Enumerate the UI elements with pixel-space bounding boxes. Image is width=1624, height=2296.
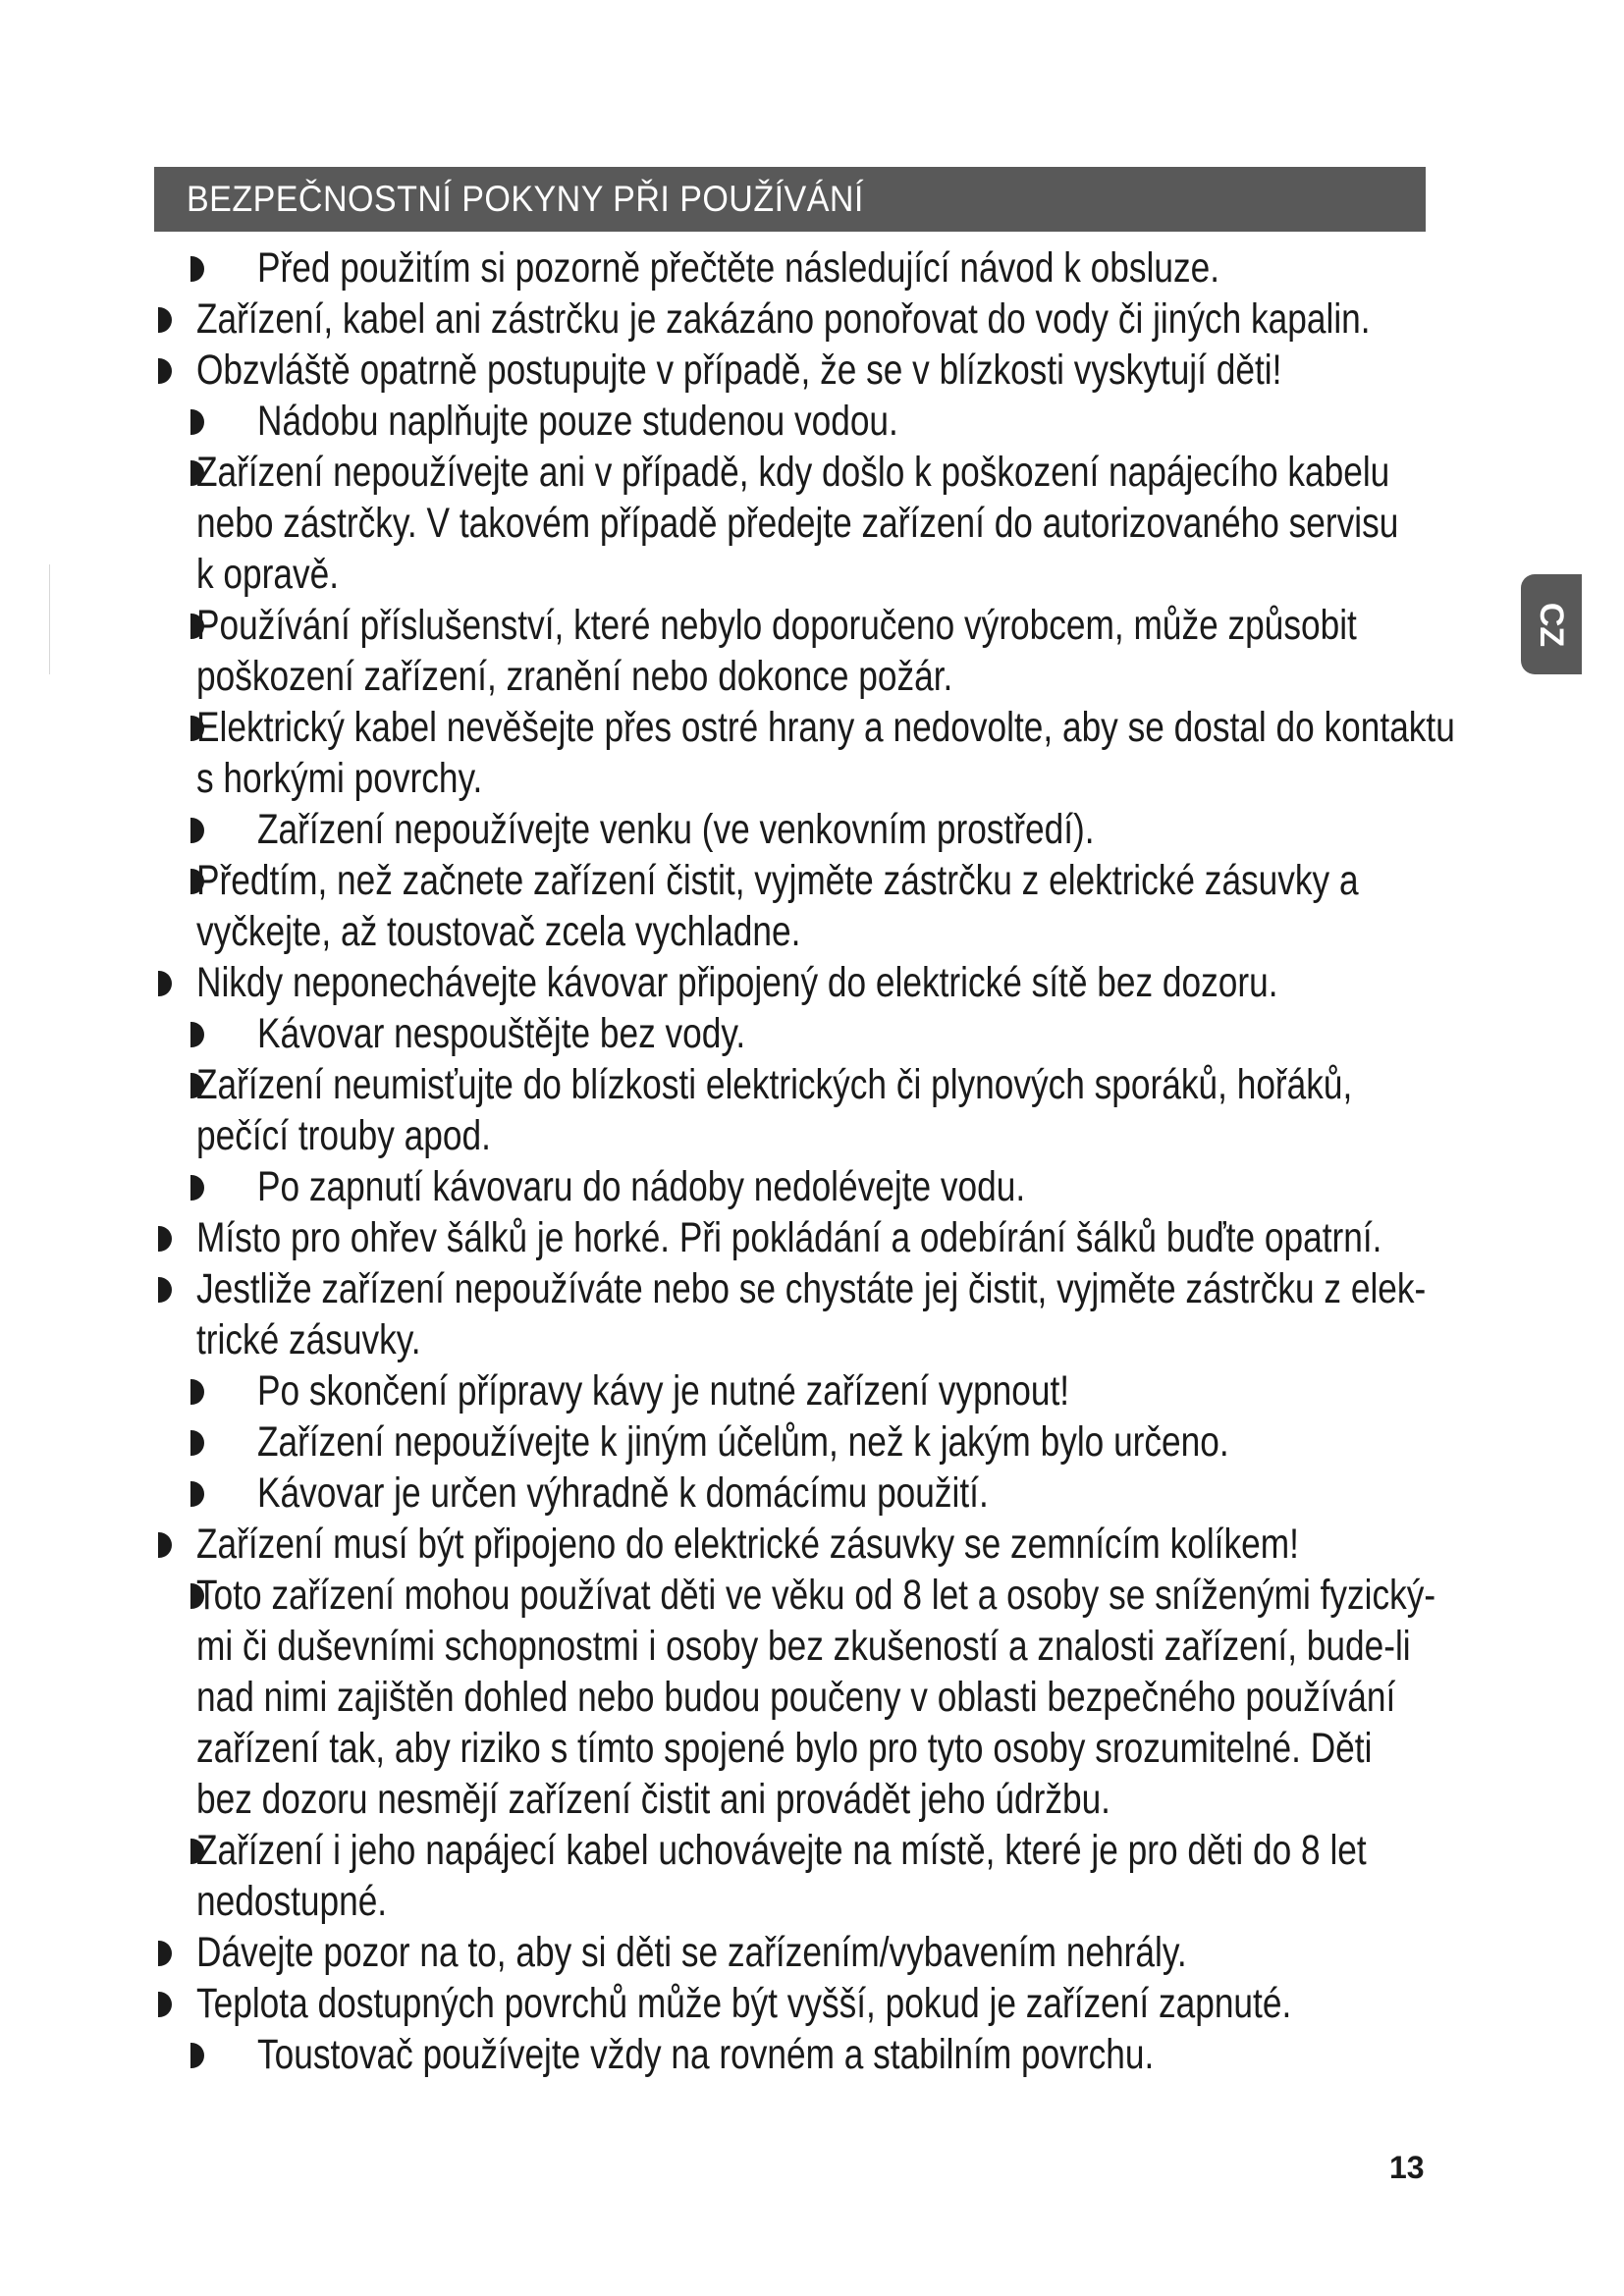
- list-item: [0, 855, 1624, 957]
- list-item: [0, 2029, 1624, 2080]
- list-item-text-line: Nádobu naplňujte pouze studenou vodou.: [257, 398, 898, 445]
- list-item-text-line: Teplota dostupných povrchů může být vyšší, pokud je zařízení zapnuté.: [196, 1980, 1292, 2027]
- bullet-marker-icon: [190, 1430, 204, 1456]
- bullet-marker-icon: [158, 1992, 172, 2017]
- list-item-text-line: k opravě.: [196, 551, 340, 598]
- bullet-marker-icon: [158, 307, 172, 333]
- list-item-text-line: Před použitím si pozorně přečtěte následující návod k obsluze.: [257, 244, 1220, 292]
- bullet-marker-icon: [190, 1379, 204, 1405]
- list-item: [0, 1059, 1624, 1161]
- list-item-text-line: Nikdy neponechávejte kávovar připojený do elektrické sítě bez dozoru.: [196, 959, 1278, 1006]
- list-item-text-line: zařízení tak, aby riziko s tímto spojené bylo pro tyto osoby srozumitelné. Děti: [196, 1725, 1373, 1772]
- page-number: 13: [1389, 2150, 1425, 2185]
- list-item-text-line: Zařízení neumisťujte do blízkosti elektrických či plynových sporáků, hořáků,: [196, 1061, 1353, 1108]
- list-item-text-line: Zařízení nepoužívejte venku (ve venkovním prostředí).: [257, 806, 1095, 853]
- list-item: [0, 1212, 1624, 1263]
- bullet-marker-icon: [158, 971, 172, 996]
- list-item: [0, 1570, 1624, 1825]
- bullet-marker-icon: [158, 1277, 172, 1303]
- section-title: BEZPEČNOSTNÍ POKYNY PŘI POUŽÍVÁNÍ: [187, 179, 864, 219]
- list-item-text-line: Dávejte pozor na to, aby si děti se zařízením/vybavením nehrály.: [196, 1929, 1187, 1976]
- list-item: [0, 1416, 1624, 1468]
- safety-instructions-list: [0, 242, 1624, 2080]
- list-item: [0, 1161, 1624, 1212]
- bullet-marker-icon: [190, 818, 204, 843]
- list-item-text-line: Zařízení i jeho napájecí kabel uchovávejte na místě, které je pro děti do 8 let: [196, 1827, 1367, 1874]
- list-item: [0, 396, 1624, 447]
- bullet-marker-icon: [190, 409, 204, 435]
- list-item: [0, 1263, 1624, 1365]
- list-item: [0, 957, 1624, 1008]
- list-item: [0, 702, 1624, 804]
- list-item-text-line: Kávovar nespouštějte bez vody.: [257, 1010, 746, 1057]
- bullet-marker-icon: [158, 1941, 172, 1966]
- list-item: [0, 1978, 1624, 2029]
- list-item-text-line: Zařízení, kabel ani zástrčku je zakázáno ponořovat do vody či jiných kapalin.: [196, 295, 1371, 343]
- list-item-text-line: Obzvláště opatrně postupujte v případě, že se v blízkosti vyskytují děti!: [196, 347, 1282, 394]
- list-item-text-line: nad nimi zajištěn dohled nebo budou poučeny v oblasti bezpečného používání: [196, 1674, 1396, 1721]
- bullet-marker-icon: [190, 2043, 204, 2068]
- list-item-text-line: s horkými povrchy.: [196, 755, 483, 802]
- list-item-text-line: mi či duševními schopnostmi i osoby bez zkušeností a znalosti zařízení, bude-li: [196, 1623, 1411, 1670]
- list-item: [0, 345, 1624, 396]
- list-item-text-line: Zařízení nepoužívejte k jiným účelům, než k jakým bylo určeno.: [257, 1418, 1229, 1466]
- language-tab-label: CZ: [1533, 602, 1571, 647]
- list-item: [0, 1365, 1624, 1416]
- list-item-text-line: Jestliže zařízení nepoužíváte nebo se chystáte jej čistit, vyjměte zástrčku z elek-: [196, 1265, 1427, 1312]
- list-item-text-line: Po skončení přípravy kávy je nutné zařízení vypnout!: [257, 1367, 1070, 1415]
- list-item-text-line: Po zapnutí kávovaru do nádoby nedolévejte vodu.: [257, 1163, 1026, 1210]
- list-item: [0, 294, 1624, 345]
- list-item: [0, 1927, 1624, 1978]
- list-item-text-line: Používání příslušenství, které nebylo doporučeno výrobcem, může způsobit: [196, 602, 1357, 649]
- list-item-text-line: nedostupné.: [196, 1878, 388, 1925]
- list-item-text-line: Předtím, než začnete zařízení čistit, vyjměte zástrčku z elektrické zásuvky a: [196, 857, 1359, 904]
- list-item-text-line: nebo zástrčky. V takovém případě předejte zařízení do autorizovaného servisu: [196, 500, 1399, 547]
- list-item: [0, 1519, 1624, 1570]
- list-item-text-line: Zařízení nepoužívejte ani v případě, kdy došlo k poškození napájecího kabelu: [196, 449, 1390, 496]
- list-item-text-line: bez dozoru nesmějí zařízení čistit ani provádět jeho údržbu.: [196, 1776, 1110, 1823]
- list-item: [0, 600, 1624, 702]
- list-item-text-line: Toustovač používejte vždy na rovném a stabilním povrchu.: [257, 2031, 1155, 2078]
- list-item: [0, 1825, 1624, 1927]
- list-item-text-line: trické zásuvky.: [196, 1316, 421, 1363]
- list-item-text-line: Elektrický kabel nevěšejte přes ostré hrany a nedovolte, aby se dostal do kontaktu: [196, 704, 1455, 751]
- list-item: [0, 1468, 1624, 1519]
- list-item: [0, 242, 1624, 294]
- list-item: [0, 1008, 1624, 1059]
- bullet-marker-icon: [190, 1175, 204, 1201]
- section-header-bar: [154, 167, 1426, 232]
- list-item: [0, 447, 1624, 600]
- bullet-marker-icon: [158, 1532, 172, 1558]
- bullet-marker-icon: [158, 1226, 172, 1252]
- list-item-text-line: Místo pro ohřev šálků je horké. Při pokládání a odebírání šálků buďte opatrní.: [196, 1214, 1382, 1261]
- list-item-text-line: poškození zařízení, zranění nebo dokonce požár.: [196, 653, 953, 700]
- list-item-text-line: Zařízení musí být připojeno do elektrické zásuvky se zemnícím kolíkem!: [196, 1521, 1299, 1568]
- bullet-marker-icon: [190, 1481, 204, 1507]
- list-item-text-line: Kávovar je určen výhradně k domácímu použití.: [257, 1469, 989, 1517]
- list-item-text-line: pečící trouby apod.: [196, 1112, 491, 1159]
- list-item-text-line: vyčkejte, až toustovač zcela vychladne.: [196, 908, 801, 955]
- bullet-marker-icon: [190, 256, 204, 282]
- bullet-marker-icon: [158, 358, 172, 384]
- bullet-marker-icon: [190, 1022, 204, 1047]
- list-item: [0, 804, 1624, 855]
- list-item-text-line: Toto zařízení mohou používat děti ve věku od 8 let a osoby se sníženými fyzický-: [196, 1572, 1436, 1619]
